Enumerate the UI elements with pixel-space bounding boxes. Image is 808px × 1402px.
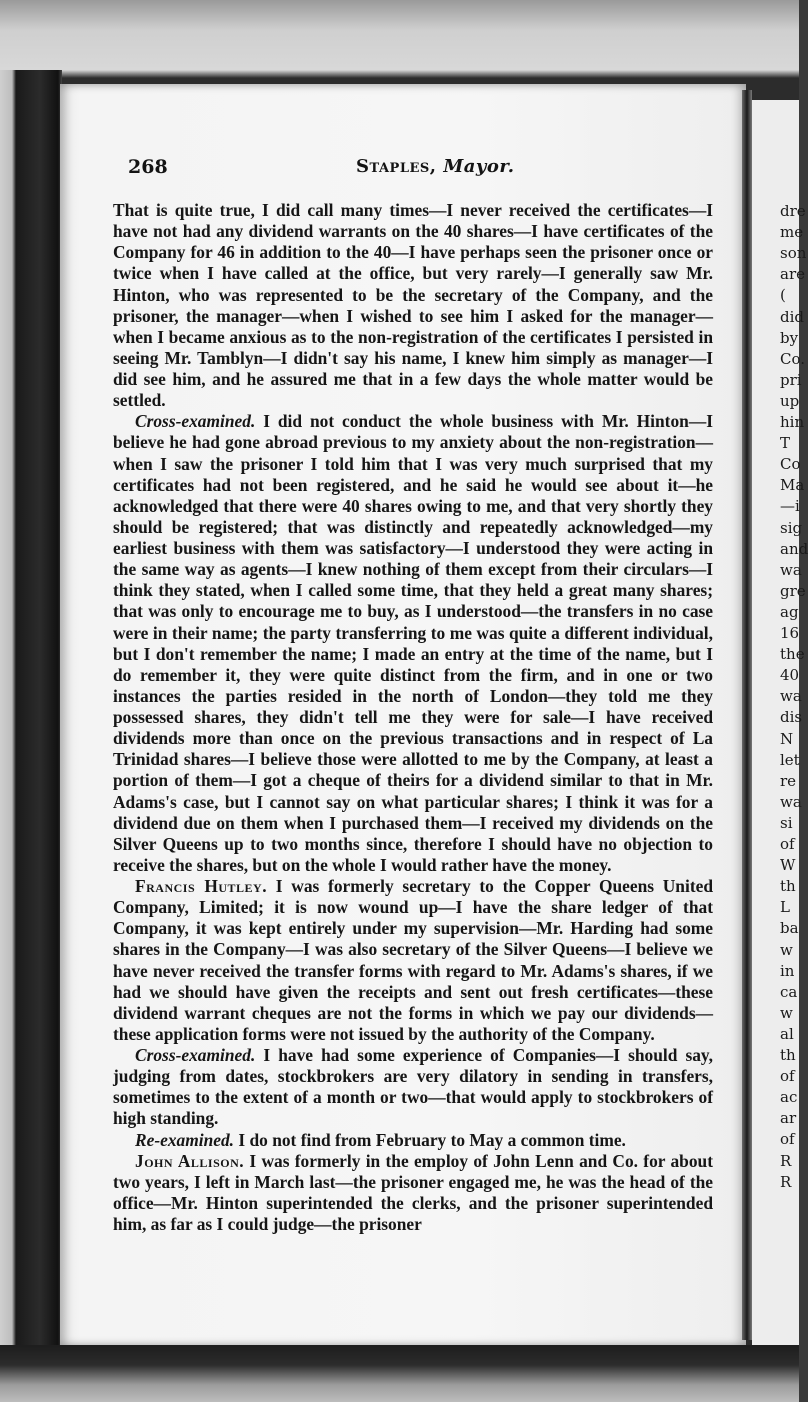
book-binding-edge: [0, 70, 62, 1370]
adjacent-page-fragment: by: [780, 328, 799, 347]
adjacent-page-fragment: re: [780, 771, 797, 790]
adjacent-page-fragment: Co.: [780, 349, 806, 368]
paragraph-text: I have had some experience of Companies—I should say, judging from dates, stockbrokers are very dilatory in sending in transfers, sometimes to the extent of a month or two—that would apply to stockbrokers of high standing.: [113, 1045, 713, 1129]
adjacent-page-fragment: W: [780, 856, 796, 875]
adjacent-page-fragment: up: [780, 391, 800, 410]
paragraph: [113, 411, 713, 876]
adjacent-page-fragment: R: [780, 1172, 792, 1191]
adjacent-page-fragment: me: [780, 223, 804, 242]
paragraph-lead: Cross-examined.: [135, 411, 256, 432]
adjacent-page-fragment: dis: [780, 708, 803, 727]
adjacent-page-fragment: L: [780, 898, 790, 917]
adjacent-page-fragment: gre: [780, 581, 806, 600]
adjacent-page-fragment: —i: [780, 497, 800, 516]
adjacent-page-fragment: did: [780, 307, 805, 326]
adjacent-page-fragment: wa: [780, 792, 802, 811]
adjacent-page-fragment: dre: [780, 202, 806, 220]
adjacent-page-fragment: th: [780, 877, 796, 896]
adjacent-page-fragment: Ma: [780, 476, 805, 495]
adjacent-page-fragment: (: [780, 286, 786, 305]
adjacent-page-fragment: sig: [780, 518, 803, 537]
adjacent-page-fragment: th: [780, 1046, 796, 1064]
paragraph: [113, 200, 713, 411]
paragraph: [113, 1045, 713, 1130]
adjacent-page-fragment: ca: [780, 982, 798, 1001]
paragraph: [113, 876, 713, 1045]
body-text: [113, 200, 713, 1235]
adjacent-page-fragment: son: [780, 244, 807, 263]
paragraph-lead: Cross-examined.: [135, 1045, 256, 1065]
paragraph-text: I was formerly secretary to the Copper Queens United Company, Limited; it is now wound up—I have the share ledger of that Company, it was kept entirely under my supervision—Mr. Harding had some shares in the Company—I was also secretary of the Silver Queens—I believe we have never received the transfer forms with regard to Mr. Adams's shares, if we had we should have given the receipts and sent out fresh certificates—these dividend warrant cheques are not the forms in which we pay our dividends—these application forms were not issued by the authority of the Company.: [113, 876, 713, 1044]
adjacent-page-edge: [752, 100, 808, 1350]
adjacent-page-fragment: ba: [780, 919, 799, 938]
adjacent-page-fragment: w: [780, 1003, 793, 1022]
adjacent-page-fragment: 40: [780, 666, 800, 685]
paragraph: [113, 1130, 713, 1151]
running-head: [356, 156, 514, 177]
paragraph: [113, 1151, 713, 1236]
adjacent-page-fragment: al: [780, 1024, 794, 1043]
adjacent-page-fragment: of: [780, 835, 795, 853]
adjacent-page-fragment: of: [780, 1067, 795, 1086]
running-head-name: Staples,: [356, 156, 437, 177]
paragraph-lead: Re-examined.: [135, 1129, 235, 1150]
adjacent-page-fragment: in: [780, 961, 795, 980]
adjacent-page-fragment: are: [780, 265, 805, 284]
adjacent-page-fragment: of: [780, 1130, 795, 1149]
adjacent-page-fragment: ar: [780, 1109, 797, 1128]
paragraph-text: That is quite true, I did call many times—I never received the certificates—I have not had any dividend warrants on the 40 shares—I have certificates of the Company for 46 in addition to the 40—I have perhaps seen the prisoner once or twice when I have called at the office, but very rarely—I generally saw Mr. Hinton, who was represented to be the secretary of the Company, and the prisoner, the manager—when I wished to see him I asked for the manager—when I became anxious as to the non-registration of the certificates I persisted in seeing Mr. Tamblyn—I didn't say his name, I knew him simply as manager—I did see him, and he assured me that in a few days the whole matter would be settled.: [113, 200, 713, 411]
paragraph-lead: Francis Hutley.: [135, 876, 268, 896]
running-head-office: Mayor.: [443, 156, 515, 177]
page-number: 268: [128, 156, 168, 178]
adjacent-page-fragment: N: [780, 729, 794, 748]
adjacent-page-fragment: wa: [780, 687, 802, 706]
adjacent-page-fragment: si: [780, 813, 793, 832]
adjacent-page-fragment: pri: [780, 370, 802, 389]
adjacent-page-fragment: ag: [780, 602, 799, 621]
adjacent-page-fragment: R: [780, 1151, 792, 1170]
paragraph-text: I did not conduct the whole business with Mr. Hinton—I believe he had gone abroad previous to my anxiety about the non-registration—when I saw the prisoner I told him that I was very much surprised that my certificates had not been registered, and he said he would see about it—he acknowledged that there were 40 shares owing to me, and that very shortly they should be registered; that was distinctly and repeatedly acknowledged—my earliest business with them was satisfactory—I understood they were acting in the same way as agents—I knew nothing of them except from their circulars—I think they stated, when I called some time, that they held a great many shares; that was only to encourage me to buy, as I understood—the transfers in no case were in their name; the party transferring to me was quite a different individual, but I don't remember the name; I made an entry at the time of the name, but I do remember it, they were quite distinct from the firm, and in one or two instances the parties resided in the north of London—they told me they possessed shares, they didn't tell me they were for sale—I have received dividends more than once on the previous transactions and in respect of La Trinidad shares—I believe those were allotted to me by the Company, at least a portion of them—I got a cheque of theirs for a dividend similar to that in Mr. Adams's case, but I cannot say on what particular shares; I think it was for a dividend due on them when I purchased them—I received my dividends on the Silver Queens up to two months since, therefore I should have no objection to receive the shares, but on the whole I would rather have the money.: [113, 411, 713, 875]
paragraph-lead: John Allison.: [135, 1150, 245, 1171]
paragraph-text: I was formerly in the employ of John Lenn and Co. for about two years, I left in March last—the prisoner engaged me, he was the head of the office—Mr. Hinton superintended the clerks, and the prisoner superintended him, as far as I could judge—the prisoner: [113, 1150, 713, 1234]
adjacent-page-fragment: ac: [780, 1088, 798, 1107]
adjacent-page-fragment: the: [780, 645, 805, 664]
adjacent-page-fragment: and: [780, 539, 808, 558]
adjacent-page-fragment: wa: [780, 560, 802, 579]
adjacent-page-fragment: T: [780, 434, 791, 453]
paragraph-text: I do not find from February to May a common time.: [234, 1129, 626, 1150]
book-cover-bottom: [0, 1345, 799, 1402]
adjacent-page-fragment: let: [780, 750, 800, 769]
adjacent-page-fragment: Co: [780, 455, 801, 474]
adjacent-page-fragment: w: [780, 940, 793, 959]
adjacent-page-fragment: 16: [780, 624, 800, 642]
adjacent-page-fragment: hin: [780, 413, 805, 431]
book-gutter: [742, 90, 752, 1340]
page-header: [128, 156, 714, 184]
